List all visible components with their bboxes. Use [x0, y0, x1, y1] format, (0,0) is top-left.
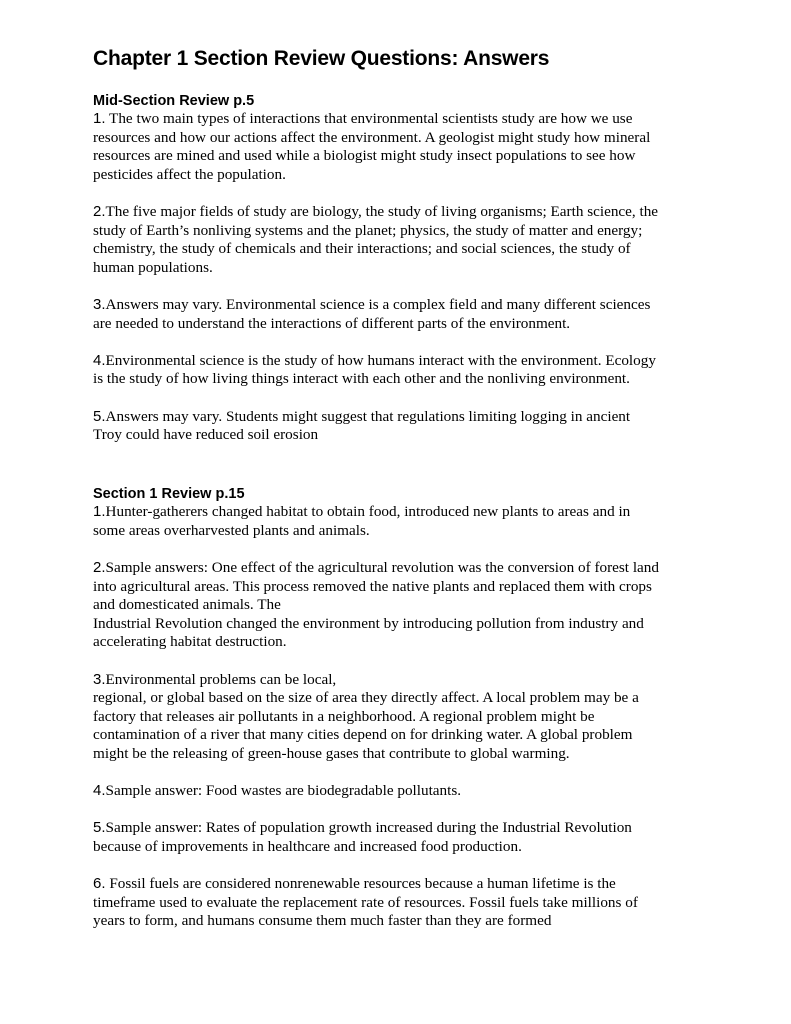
answer-number: 1. — [93, 110, 106, 127]
answer-line — [93, 110, 713, 129]
answer-line: is the study of how living things interact with each other and the nonliving environment. — [93, 370, 630, 388]
section-gap — [93, 463, 713, 485]
answer-item — [93, 110, 713, 184]
answer-item — [93, 819, 713, 856]
answer-line — [93, 296, 713, 315]
answer-number: 3. — [93, 295, 106, 313]
answer-item — [93, 782, 713, 801]
answer-item — [93, 875, 713, 931]
answer-number: 2. — [93, 202, 106, 220]
answer-text: Fossil fuels are considered nonrenewable resources because a human lifetime is the — [105, 875, 616, 893]
answer-line: because of improvements in healthcare and increased food production. — [93, 837, 522, 855]
answer-text: Sample answers: One effect of the agricultural revolution was the conversion of forest land — [105, 559, 659, 577]
answer-number: 3. — [93, 670, 106, 688]
answer-line — [93, 203, 713, 222]
answer-text: Environmental problems can be local, — [105, 670, 337, 688]
answer-text: The five major fields of study are biology, the study of living organisms; Earth science, the — [105, 202, 659, 220]
answer-line: some areas overharvested plants and animals. — [93, 521, 370, 539]
answer-line: and domesticated animals. The — [93, 596, 281, 614]
answer-line — [93, 671, 713, 690]
answer-line: into agricultural areas. This process removed the native plants and replaced them with crops — [93, 577, 652, 595]
answer-item — [93, 203, 713, 277]
answer-text: The two main types of interactions that environmental scientists study are how we use — [105, 110, 633, 127]
answer-line — [93, 352, 713, 371]
answer-text: Answers may vary. Students might suggest that regulations limiting logging in ancient — [105, 407, 631, 425]
answer-line — [93, 559, 713, 578]
answer-line: years to form, and humans consume them much faster than they are formed — [93, 912, 552, 930]
answer-item — [93, 559, 713, 652]
answer-line: chemistry, the study of chemicals and their interactions; and social sciences, the study of — [93, 240, 631, 258]
answer-line: accelerating habitat destruction. — [93, 633, 287, 651]
answer-item — [93, 296, 713, 333]
answer-number: 2. — [93, 559, 106, 577]
answer-line: Troy could have reduced soil erosion — [93, 426, 319, 444]
answer-text: Environmental science is the study of how humans interact with the environment. Ecology — [105, 351, 656, 369]
answer-line: Industrial Revolution changed the environment by introducing pollution from industry and — [93, 614, 644, 632]
answer-line: factory that releases air pollutants in a neighborhood. A regional problem might be — [93, 707, 595, 725]
answer-text: Sample answer: Food wastes are biodegradable pollutants. — [105, 782, 462, 800]
answer-line: regional, or global based on the size of area they directly affect. A local problem may be a — [93, 689, 639, 707]
answer-number: 5. — [93, 407, 106, 425]
answer-line — [93, 782, 713, 801]
answer-number: 1. — [93, 503, 106, 521]
answer-line — [93, 875, 713, 894]
answer-line: are needed to understand the interactions of different parts of the environment. — [93, 314, 571, 332]
document-page — [93, 44, 713, 950]
section-heading: Section 1 Review p.15 — [93, 486, 245, 503]
answer-number: 6. — [93, 875, 106, 893]
review-section — [93, 92, 713, 445]
answer-line: timeframe used to evaluate the replacement rate of resources. Fossil fuels take millions of — [93, 893, 638, 911]
review-section — [93, 485, 713, 931]
answer-line — [93, 819, 713, 838]
answer-line — [93, 503, 713, 522]
answer-item — [93, 352, 713, 389]
page-title: Chapter 1 Section Review Questions: Answers — [93, 47, 550, 70]
answer-number: 4. — [93, 782, 106, 800]
answer-text: Sample answer: Rates of population growth increased during the Industrial Revolution — [105, 819, 632, 837]
answer-line: study of Earth’s nonliving systems and the planet; physics, the study of matter and energy; — [93, 221, 643, 239]
section-heading: Mid-Section Review p.5 — [93, 93, 255, 109]
answer-text: Hunter-gatherers changed habitat to obtain food, introduced new plants to areas and in — [105, 503, 631, 521]
answer-line: pesticides affect the population. — [93, 165, 286, 183]
sections-container — [93, 92, 713, 931]
answer-line — [93, 408, 713, 427]
answer-text: Answers may vary. Environmental science is a complex field and many different sciences — [105, 295, 651, 313]
answer-line: resources are mined and used while a biologist might study insect populations to see how — [93, 147, 636, 165]
answer-number: 5. — [93, 819, 106, 837]
answer-line: human populations. — [93, 258, 213, 276]
answer-line: resources and how our actions affect the environment. A geologist might study how mineral — [93, 128, 651, 146]
answer-line: contamination of a river that many cities depend on for drinking water. A global problem — [93, 726, 633, 744]
answer-number: 4. — [93, 351, 106, 369]
answer-item — [93, 408, 713, 445]
answer-line: might be the releasing of green-house gases that contribute to global warming. — [93, 745, 570, 762]
answer-item — [93, 671, 713, 764]
answer-item — [93, 503, 713, 540]
